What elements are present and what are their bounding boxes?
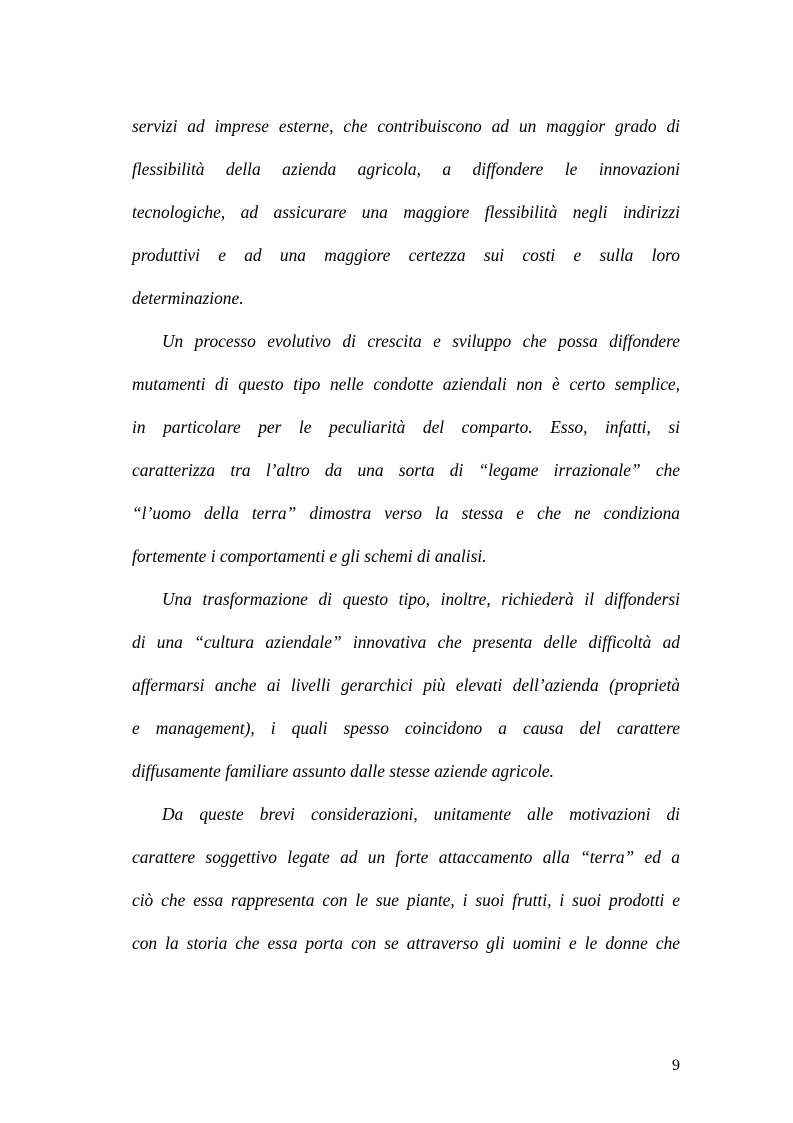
paragraph-2-line-5: “l’uomo della terra” dimostra verso la stessa e che ne condiziona xyxy=(132,503,680,523)
paragraph-1-line-4: produttivi e ad una maggiore certezza sui costi e sulla loro xyxy=(132,245,680,265)
paragraph-3-line-1: Una trasformazione di questo tipo, inoltre, richiederà il diffondersi xyxy=(162,589,680,609)
paragraph-1-line-5: determinazione. xyxy=(132,288,244,308)
paragraph-2-line-6: fortemente i comportamenti e gli schemi di analisi. xyxy=(132,546,487,566)
paragraph-3-line-5: diffusamente familiare assunto dalle stesse aziende agricole. xyxy=(132,761,554,781)
paragraph-2-line-1: Un processo evolutivo di crescita e sviluppo che possa diffondere xyxy=(162,331,680,351)
paragraph-4-line-4: con la storia che essa porta con se attraverso gli uomini e le donne che xyxy=(132,933,680,953)
paragraph-3-line-2: di una “cultura aziendale” innovativa che presenta delle difficoltà ad xyxy=(132,632,680,652)
paragraph-4-line-3: ciò che essa rappresenta con le sue piante, i suoi frutti, i suoi prodotti e xyxy=(132,890,680,910)
paragraph-2-line-4: caratterizza tra l’altro da una sorta di “legame irrazionale” che xyxy=(132,460,680,480)
paragraph-1-line-3: tecnologiche, ad assicurare una maggiore flessibilità negli indirizzi xyxy=(132,202,680,222)
paragraph-1-line-1: servizi ad imprese esterne, che contribuiscono ad un maggior grado di xyxy=(132,116,680,136)
paragraph-4-line-2: carattere soggettivo legate ad un forte attaccamento alla “terra” ed a xyxy=(132,847,680,867)
paragraph-3-line-4: e management), i quali spesso coincidono a causa del carattere xyxy=(132,718,680,738)
paragraph-3-line-3: affermarsi anche ai livelli gerarchici più elevati dell’azienda (proprietà xyxy=(132,675,680,695)
paragraph-2-line-3: in particolare per le peculiarità del comparto. Esso, infatti, si xyxy=(132,417,680,437)
page-number: 9 xyxy=(672,1057,680,1074)
paragraph-2-line-2: mutamenti di questo tipo nelle condotte aziendali non è certo semplice, xyxy=(132,374,680,394)
paragraph-1-line-2: flessibilità della azienda agricola, a diffondere le innovazioni xyxy=(132,159,680,179)
paragraph-4-line-1: Da queste brevi considerazioni, unitamente alle motivazioni di xyxy=(162,804,680,824)
